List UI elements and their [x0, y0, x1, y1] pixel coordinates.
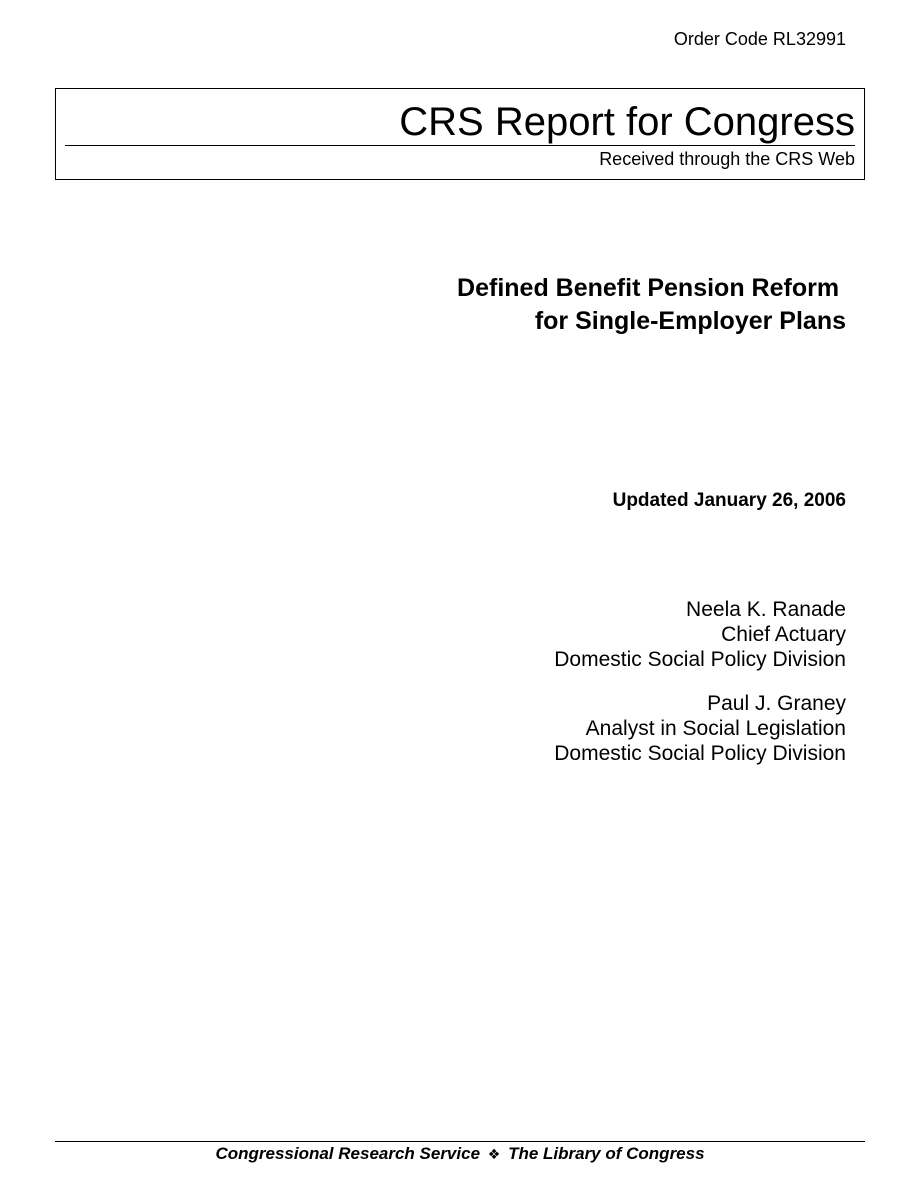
header-divider [65, 145, 855, 146]
author-division: Domestic Social Policy Division [554, 648, 846, 671]
author-name: Paul J. Graney [707, 692, 846, 715]
footer [55, 1143, 865, 1166]
footer-divider [55, 1141, 865, 1142]
diamond-separator-icon: ❖ [487, 1147, 501, 1163]
report-header-box [55, 88, 865, 180]
header-subtitle: Received through the CRS Web [599, 149, 855, 169]
author-division: Domestic Social Policy Division [554, 742, 846, 765]
author-title: Chief Actuary [721, 623, 846, 646]
author-block [554, 597, 846, 672]
report-title [457, 272, 846, 338]
order-code: Order Code RL32991 [673, 29, 846, 49]
header-title: CRS Report for Congress [399, 100, 855, 144]
report-title-line-2: for Single-Employer Plans [534, 307, 846, 335]
author-block [554, 691, 846, 766]
report-title-line-1: Defined Benefit Pension Reform [457, 274, 846, 302]
author-name: Neela K. Ranade [686, 598, 846, 621]
footer-library: The Library of Congress [508, 1144, 705, 1163]
updated-date: Updated January 26, 2006 [612, 490, 846, 511]
author-title: Analyst in Social Legislation [585, 717, 846, 740]
footer-publisher: Congressional Research Service [215, 1144, 481, 1163]
